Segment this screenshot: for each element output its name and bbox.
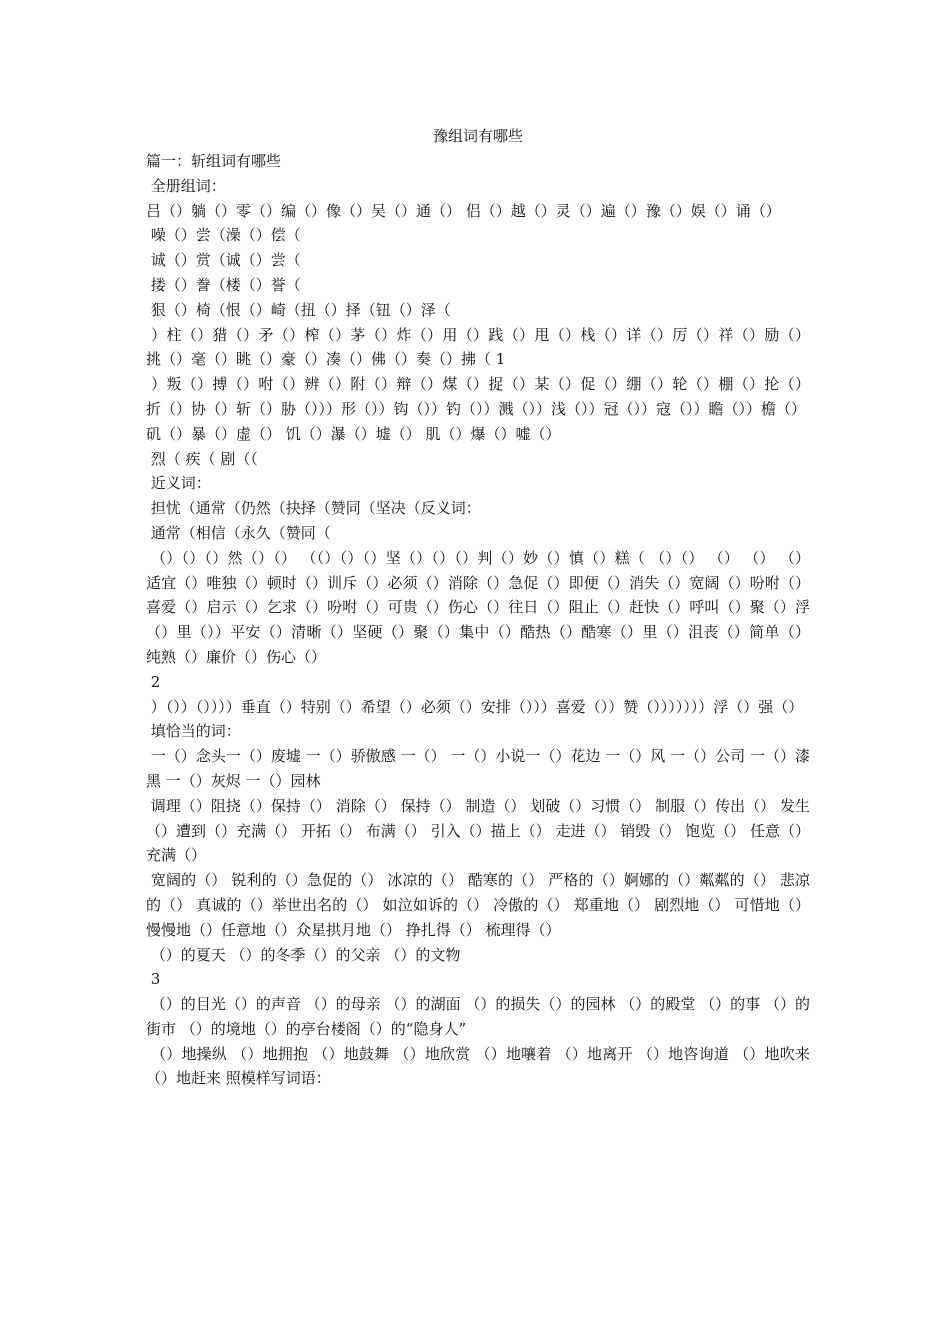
- text-line: （）地操纵 （）地拥抱 （）地鼓舞 （）地欣赏 （）地嚷着 （）地离开 （）地咨询道 （）地吹来 （）地赶来 照模样写词语：: [146, 1044, 815, 1088]
- text-line: 篇一：斩组词有哪些: [146, 152, 282, 170]
- text-line: 一（）念头一（）废墟 一（）骄傲感 一（） 一（）小说一（）花边 一（）风 一（）公司 一（）漆黑 一（）灰烬 一（）园林: [146, 747, 810, 790]
- text-line: 搂（）誊（楼（）誉（: [146, 275, 301, 294]
- text-line: 3: [146, 970, 161, 989]
- text-line: 调理（）阻挠（）保持（） 消除（） 保持（） 制造（） 划破（）习惯（） 制服（）传出（） 发生（）遭到（）充满（） 开拓（） 布满（） 引入（）描上（） 走进（） 销毁（） 饱览（） 任意（） 充满（）: [146, 796, 815, 865]
- text-line: 全册组词：: [146, 176, 226, 195]
- document-page: [146, 124, 815, 1091]
- text-line: （）（）（）然（）（） （（）（）（）坚（）（）（）判（）妙（）慎（）糕（ （）（） （） （） （）适宜（）唯独（）顿时（）训斥（）必须（）消除（）急促（）即便（）消失（）宽阔（）吩咐（）喜爱（）启示（）乞求（）吩咐（）可贵（）伤心（）往日（）阻止（）赶快（）呼叫（）聚（）浮（）里（））平安（）清晰（）坚硬（）聚（）集中（）酷热（）酷寒（）里（）沮丧（）简单（）纯熟（）廉价（）伤心（）: [146, 548, 810, 666]
- text-line: 宽阔的（） 锐利的（）急促的（） 冰凉的（） 酷寒的（） 严格的（）婀娜的（）粼粼的（） 悲凉的（） 真诚的（）举世出名的（） 如泣如诉的（） 冷傲的（） 郑重地（） 剧烈地（） 可惜地（） 慢慢地（）任意地（）众星拱月地（） 挣扎得（） 梳理得（）: [146, 871, 815, 939]
- text-line: 吕（）躺（）零（）编（）像（）吴（）通（） 侣（）越（）灵（）遍（）豫（）娱（）诵（）: [146, 201, 781, 220]
- text-line: 填恰当的词：: [146, 722, 241, 741]
- text-line: 诚（）赏（诚（）尝（: [146, 251, 301, 270]
- document-body: [146, 149, 815, 1091]
- text-line: 近义词：: [146, 474, 211, 493]
- text-line: ）叛（）搏（）咐（）辨（）附（）辩（）煤（）捉（）某（）促（）绷（）轮（）棚（）抡（）折（）协（）斩（）胁（）））形（））钩（））钓（））溅（））浅（））冠（））寇（））瞻（））檐（）: [146, 375, 810, 418]
- text-line: 2: [146, 672, 161, 691]
- text-line: 噪（）尝（澡（）偿（: [146, 226, 301, 245]
- text-line: 担忧（通常（仍然（抉择（赞同（坚决（反义词：: [146, 499, 481, 518]
- text-line: ）（））（））））垂直（）特别（）希望（）必须（）安排（）））喜爱（））赞（）））））））浮（）强（）: [146, 697, 804, 716]
- text-line: ）柱（）猎（）矛（）榨（）茅（）炸（）用（）践（）甩（）栈（）详（）厉（）祥（）励（）挑（）毫（）眺（）豪（）凑（）佛（）奏（）拂（ 1: [146, 325, 810, 369]
- document-title: 豫组词有哪些: [432, 127, 523, 145]
- text-line: 烈（ 疾（ 剧（（: [146, 449, 258, 468]
- text-line: 狠（）椅（恨（）崎（扭（）择（钮（）泽（: [146, 300, 451, 319]
- text-line: 矶（）暴（）虚（） 饥（）瀑（）墟（） 肌（）爆（）嘘（）: [146, 424, 561, 443]
- text-line: 通常（相信（永久（赞同（: [146, 523, 331, 542]
- text-line: （）的夏天 （）的冬季（）的父亲 （）的文物: [146, 945, 461, 964]
- text-line: （）的目光（）的声音 （）的母亲 （）的湖面 （）的损失（）的园林 （）的殿堂 （）的事 （）的街市 （）的境地（）的亭台楼阁（）的“隐身人”: [146, 995, 810, 1038]
